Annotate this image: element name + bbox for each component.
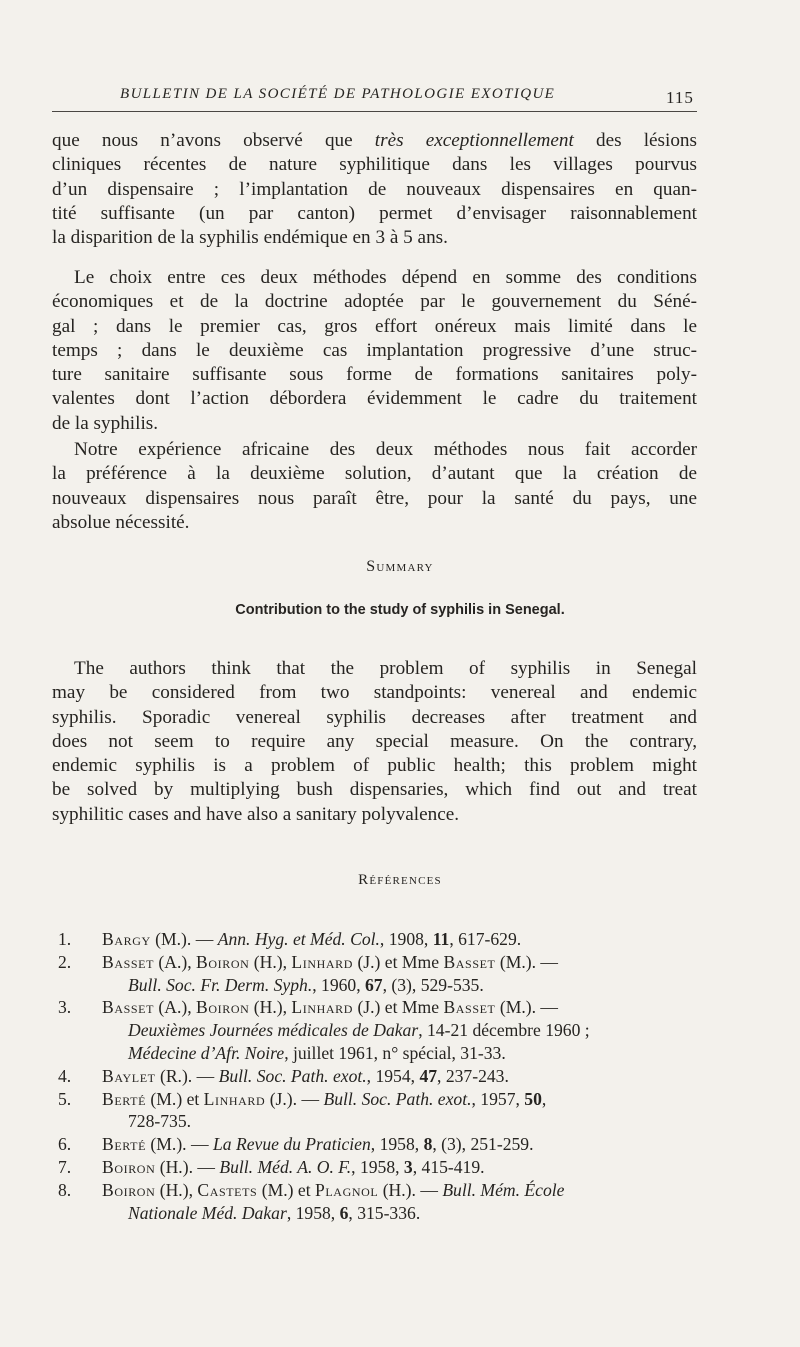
text-run: (M.). —: [495, 997, 559, 1018]
text-run: (M.). —: [150, 929, 218, 949]
text-line: does not seem to require any special measure. On the contrary,: [52, 730, 697, 752]
reference-line: [102, 1133, 700, 1156]
text-run: (M.) et: [146, 1088, 204, 1109]
text-run: (H.). —: [155, 1156, 220, 1177]
reference-number: 4.: [58, 1065, 72, 1086]
text-line: cliniques récentes de nature syphilitique dans les villages pourvus: [52, 154, 697, 176]
text-run: , 14-21 décembre 1960 ;: [418, 1020, 590, 1041]
volume: 67: [365, 974, 383, 995]
volume: 47: [419, 1065, 438, 1086]
reference-line: [102, 1042, 700, 1065]
paragraph-2: [52, 266, 697, 436]
author-name: Berté: [102, 1088, 147, 1109]
text-run: (A.),: [154, 951, 197, 972]
author-name: Boiron: [102, 1179, 156, 1200]
text-run: (H.). —: [378, 1179, 443, 1200]
journal-title: Bull. Soc. Path. exot.: [323, 1088, 472, 1109]
reference-line: [102, 1202, 700, 1225]
text-line: [52, 129, 697, 153]
text-run: (J.) et Mme: [353, 951, 444, 972]
text-line: économiques et de la doctrine adoptée par le gouvernement du Séné-: [52, 291, 697, 313]
text-run: , 1960,: [312, 974, 365, 995]
reference-line: 728-735.: [128, 1111, 192, 1132]
volume: 50: [524, 1088, 542, 1109]
text-run: , 237-243.: [437, 1065, 509, 1086]
reference-number: 2.: [58, 951, 72, 972]
text-line: tité suffisante (un par canton) permet d’envisager raisonnablement: [52, 202, 697, 224]
text-line: The authors think that the problem of syphilis in Senegal: [74, 658, 697, 679]
text-run: , 1958,: [286, 1202, 340, 1223]
text-run: , 1954,: [366, 1065, 420, 1086]
emphasis-text: très exceptionnellement: [374, 130, 574, 151]
author-name: Plagnol: [314, 1179, 379, 1200]
reference-item: [52, 1065, 700, 1088]
text-line: Notre expérience africaine des deux méthodes nous fait accorder: [74, 439, 697, 460]
reference-item: [52, 1088, 700, 1134]
reference-number: 1.: [58, 929, 72, 949]
journal-title: Ann. Hyg. et Méd. Col.: [217, 929, 380, 949]
journal-title: La Revue du Praticien: [212, 1134, 371, 1155]
text-run: , 1958,: [351, 1156, 404, 1177]
summary-paragraph: [52, 657, 697, 827]
author-name: Linhard: [203, 1088, 266, 1109]
text-run: ,: [541, 1088, 547, 1109]
reference-number: 5.: [58, 1088, 72, 1109]
reference-item: [52, 928, 700, 951]
reference-line: [102, 1179, 700, 1202]
text-line: la disparition de la syphilis endémique en 3 à 5 ans.: [52, 227, 448, 249]
text-line: temps ; dans le deuxième cas implantation progressive d’une struc-: [52, 339, 697, 361]
text-line: Le choix entre ces deux méthodes dépend en somme des conditions: [74, 267, 697, 288]
text-line: syphilis. Sporadic venereal syphilis decreases after treatment and: [52, 706, 697, 728]
author-name: Castets: [197, 1179, 258, 1200]
text-run: que nous n’avons observé que: [52, 130, 375, 151]
text-line: syphilitic cases and have also a sanitary polyvalence.: [52, 803, 460, 825]
reference-number: 7.: [58, 1156, 72, 1177]
journal-title: Deuxièmes Journées médicales de Dakar: [128, 1020, 419, 1041]
reference-line: [102, 1156, 700, 1179]
text-run: (H.),: [155, 1179, 198, 1200]
text-run: (J.) et Mme: [353, 997, 444, 1018]
author-name: Basset: [443, 997, 496, 1018]
text-run: , (3), 251-259.: [432, 1134, 534, 1155]
author-name: Basset: [102, 997, 155, 1018]
text-line: valentes dont l’action débordera évidemment le cadre du traitement: [52, 388, 697, 410]
author-name: Bargy: [102, 929, 151, 949]
reference-list: [52, 928, 700, 1224]
reference-line: [102, 1065, 700, 1088]
text-run: (J.). —: [265, 1088, 324, 1109]
reference-item: [52, 1133, 700, 1156]
author-name: Linhard: [291, 951, 354, 972]
text-run: (H.),: [249, 951, 292, 972]
journal-title: Médecine d’Afr. Noire: [128, 1042, 285, 1063]
text-run: , 1958,: [370, 1134, 424, 1155]
reference-item: [52, 1156, 700, 1179]
reference-number: 3.: [58, 997, 72, 1018]
reference-number: 8.: [58, 1179, 72, 1200]
author-name: Baylet: [102, 1065, 156, 1086]
volume: 11: [432, 929, 450, 949]
text-run: , juillet 1961, n° spécial, 31-33.: [284, 1042, 506, 1063]
author-name: Boiron: [196, 997, 250, 1018]
text-line: nouveaux dispensaires nous paraît être, pour la santé du pays, une: [52, 487, 697, 509]
journal-title: Nationale Méd. Dakar: [128, 1202, 287, 1223]
paragraph-1: [52, 129, 697, 250]
text-line: absolue nécessité.: [52, 511, 190, 533]
text-run: (M.). —: [146, 1134, 213, 1155]
text-run: , 315-336.: [348, 1202, 421, 1223]
reference-line: [102, 928, 700, 951]
text-run: (M.) et: [257, 1179, 315, 1200]
text-line: be solved by multiplying bush dispensaries, which find out and treat: [52, 779, 697, 801]
header-rule: [52, 111, 697, 112]
text-run: , 1908,: [379, 929, 433, 949]
text-run: (H.),: [249, 997, 292, 1018]
author-name: Boiron: [196, 951, 250, 972]
text-run: , 617-629.: [449, 929, 522, 949]
reference-line: [102, 1088, 700, 1111]
text-run: des lésions: [573, 130, 697, 151]
running-head: BULLETIN DE LA SOCIÉTÉ DE PATHOLOGIE EXOTIQUE: [120, 86, 556, 102]
volume: 3: [403, 1156, 413, 1177]
text-line: d’un dispensaire ; l’implantation de nouveaux dispensaires en quan-: [52, 178, 697, 200]
volume: 6: [339, 1202, 349, 1223]
page-number: 115: [666, 88, 694, 107]
journal-title: Bull. Mém. École: [442, 1179, 565, 1200]
journal-title: Bull. Soc. Fr. Derm. Syph.: [128, 974, 313, 995]
text-run: , 1957,: [471, 1088, 525, 1109]
reference-line: [102, 974, 700, 997]
author-name: Boiron: [102, 1156, 156, 1177]
references-heading: Références: [358, 872, 442, 888]
reference-line: [102, 996, 700, 1019]
summary-heading: Summary: [366, 558, 434, 575]
reference-line: [102, 1019, 700, 1042]
text-run: (A.),: [154, 997, 197, 1018]
text-run: (M.). —: [495, 951, 559, 972]
summary-subtitle: Contribution to the study of syphilis in Senegal.: [235, 602, 565, 618]
text-run: (R.). —: [155, 1065, 219, 1086]
text-run: , (3), 529-535.: [382, 974, 484, 995]
text-line: de la syphilis.: [52, 412, 159, 434]
volume: 8: [423, 1134, 433, 1155]
reference-item: [52, 951, 700, 997]
reference-number: 6.: [58, 1134, 72, 1155]
text-line: gal ; dans le premier cas, gros effort onéreux mais limité dans le: [52, 315, 697, 337]
paragraph-3: [52, 438, 697, 535]
text-line: ture sanitaire suffisante sous forme de formations sanitaires poly-: [52, 364, 697, 386]
text-line: la préférence à la deuxième solution, d’autant que la création de: [52, 463, 697, 485]
reference-item: [52, 1179, 700, 1225]
author-name: Berté: [102, 1134, 147, 1155]
author-name: Basset: [443, 951, 496, 972]
journal-title: Bull. Méd. A. O. F.: [219, 1156, 352, 1177]
reference-item: [52, 996, 700, 1064]
journal-title: Bull. Soc. Path. exot.: [218, 1065, 367, 1086]
text-line: endemic syphilis is a problem of public health; this problem might: [52, 755, 697, 777]
text-run: , 415-419.: [412, 1156, 485, 1177]
author-name: Basset: [102, 951, 155, 972]
reference-line: [102, 951, 700, 974]
author-name: Linhard: [291, 997, 354, 1018]
text-line: may be considered from two standpoints: venereal and endemic: [52, 682, 697, 704]
